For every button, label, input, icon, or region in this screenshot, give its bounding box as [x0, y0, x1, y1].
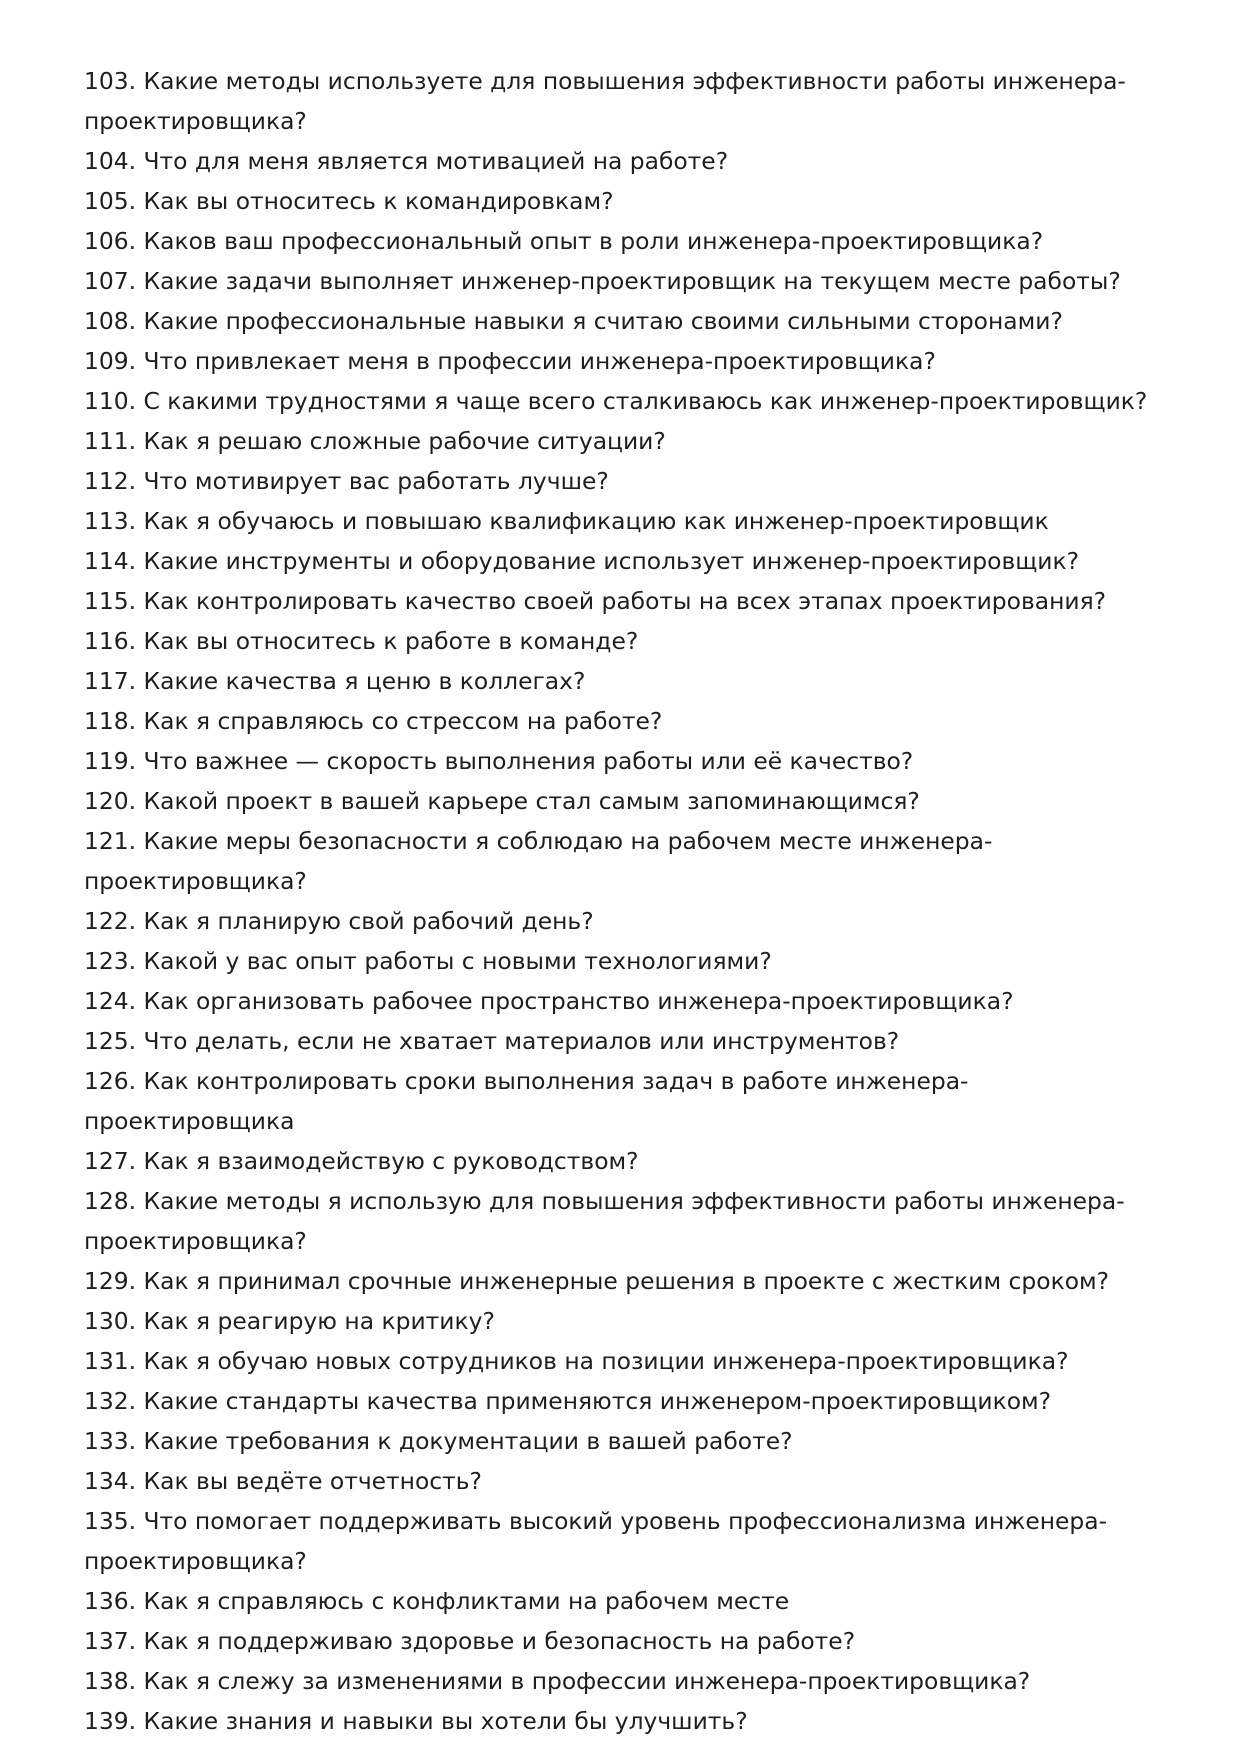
question-item: 139. Какие знания и навыки вы хотели бы улучшить? [84, 1707, 748, 1735]
question-item: 122. Как я планирую свой рабочий день? [84, 907, 594, 935]
question-item: 132. Какие стандарты качества применяются инженером-проектировщиком? [84, 1387, 1052, 1415]
question-item: 133. Какие требования к документации в вашей работе? [84, 1427, 793, 1455]
question-item: 123. Какой у вас опыт работы с новыми технологиями? [84, 947, 772, 975]
question-list [84, 61, 1164, 1741]
question-item: 113. Как я обучаюсь и повышаю квалификацию как инженер-проектировщик [84, 507, 1049, 535]
question-item: 108. Какие профессиональные навыки я считаю своими сильными сторонами? [84, 307, 1063, 335]
question-item: 128. Какие методы я использую для повышения эффективности работы инженера-проектировщика? [84, 1187, 1125, 1255]
question-item: 115. Как контролировать качество своей работы на всех этапах проектирования? [84, 587, 1107, 615]
question-item: 114. Какие инструменты и оборудование использует инженер-проектировщик? [84, 547, 1080, 575]
question-item: 125. Что делать, если не хватает материалов или инструментов? [84, 1027, 900, 1055]
question-item: 136. Как я справляюсь с конфликтами на рабочем месте [84, 1587, 790, 1615]
question-item: 134. Как вы ведёте отчетность? [84, 1467, 482, 1495]
question-item: 104. Что для меня является мотивацией на работе? [84, 147, 729, 175]
question-item: 118. Как я справляюсь со стрессом на работе? [84, 707, 663, 735]
question-item: 138. Как я слежу за изменениями в профессии инженера-проектировщика? [84, 1667, 1031, 1695]
question-item: 111. Как я решаю сложные рабочие ситуации? [84, 427, 666, 455]
question-item: 107. Какие задачи выполняет инженер-проектировщик на текущем месте работы? [84, 267, 1121, 295]
question-item: 110. С какими трудностями я чаще всего сталкиваюсь как инженер-проектировщик? [84, 387, 1148, 415]
question-item: 130. Как я реагирую на критику? [84, 1307, 495, 1335]
question-item: 117. Какие качества я ценю в коллегах? [84, 667, 586, 695]
question-item: 120. Какой проект в вашей карьере стал самым запоминающимся? [84, 787, 920, 815]
question-item: 129. Как я принимал срочные инженерные решения в проекте с жестким сроком? [84, 1267, 1110, 1295]
question-item: 126. Как контролировать сроки выполнения задач в работе инженера-проектировщика [84, 1067, 969, 1135]
question-item: 137. Как я поддерживаю здоровье и безопасность на работе? [84, 1627, 856, 1655]
question-item: 124. Как организовать рабочее пространство инженера-проектировщика? [84, 987, 1014, 1015]
question-item: 119. Что важнее — скорость выполнения работы или её качество? [84, 747, 914, 775]
question-item: 121. Какие меры безопасности я соблюдаю на рабочем месте инженера-проектировщика? [84, 827, 993, 895]
question-item: 105. Как вы относитесь к командировкам? [84, 187, 614, 215]
question-item: 106. Каков ваш профессиональный опыт в роли инженера-проектировщика? [84, 227, 1044, 255]
question-item: 116. Как вы относитесь к работе в команде? [84, 627, 639, 655]
question-item: 103. Какие методы используете для повышения эффективности работы инженера-проектировщика? [84, 67, 1126, 135]
question-item: 109. Что привлекает меня в профессии инженера-проектировщика? [84, 347, 936, 375]
question-item: 127. Как я взаимодействую с руководством? [84, 1147, 639, 1175]
question-item: 112. Что мотивирует вас работать лучше? [84, 467, 609, 495]
question-item: 135. Что помогает поддерживать высокий уровень профессионализма инженера-проектировщика? [84, 1507, 1108, 1575]
question-item: 131. Как я обучаю новых сотрудников на позиции инженера-проектировщика? [84, 1347, 1069, 1375]
